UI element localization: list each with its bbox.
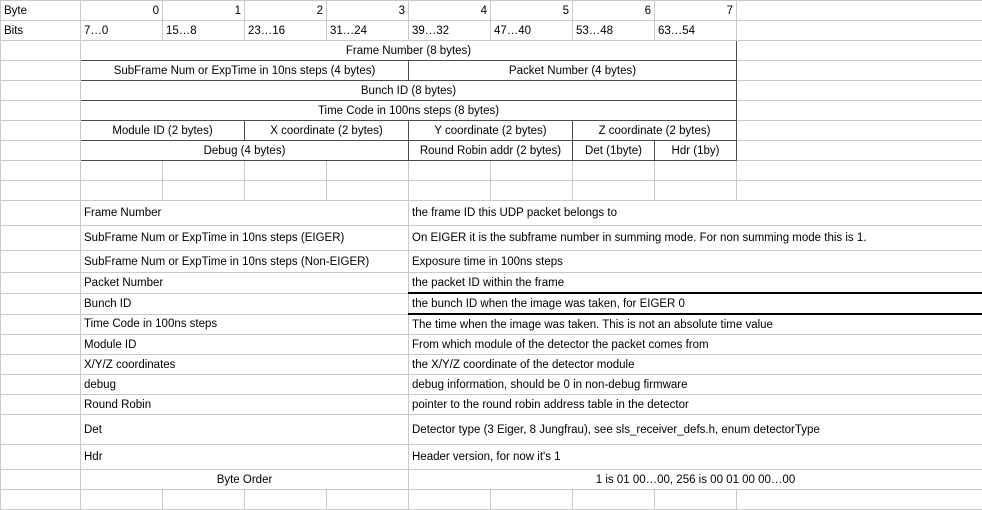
empty-cell [409,161,491,181]
empty-cell [1,355,81,375]
empty-cell [163,490,245,510]
subframe-packet-row [1,61,982,81]
description-row [1,415,982,445]
desc-text-bunch-id: the bunch ID when the image was taken, for EIGER 0 [409,293,982,314]
desc-name-debug: debug [81,375,409,395]
empty-cell [655,161,737,181]
byte-number-6: 6 [573,1,655,21]
empty-cell [1,335,81,355]
desc-text-subframe-non-eiger: Exposure time in 100ns steps [409,251,982,273]
desc-text-subframe-eiger: On EIGER it is the subframe number in summing mode. For non summing mode this is 1. [409,226,982,251]
empty-cell [737,101,982,121]
field-y-coordinate: Y coordinate (2 bytes) [409,121,573,141]
byte-number-3: 3 [327,1,409,21]
empty-cell [1,61,81,81]
byte-number-5: 5 [491,1,573,21]
empty-cell [737,61,982,81]
field-time-code: Time Code in 100ns steps (8 bytes) [81,101,737,121]
bits-header-row [1,21,982,41]
desc-text-time-code: The time when the image was taken. This is not an absolute time value [409,314,982,335]
byte-label: Byte [1,1,81,21]
description-row [1,251,982,273]
field-subframe-exptime: SubFrame Num or ExpTime in 10ns steps (4 bytes) [81,61,409,81]
empty-cell [655,181,737,201]
debug-roundrobin-row [1,141,982,161]
description-row [1,314,982,335]
bunch-id-row [1,81,982,101]
desc-name-round-robin: Round Robin [81,395,409,415]
field-round-robin: Round Robin addr (2 bytes) [409,141,573,161]
field-x-coordinate: X coordinate (2 bytes) [245,121,409,141]
desc-name-packet-number: Packet Number [81,273,409,294]
byte-number-0: 0 [81,1,163,21]
field-bunch-id: Bunch ID (8 bytes) [81,81,737,101]
empty-cell [81,181,163,201]
bit-range-7: 63…54 [655,21,737,41]
empty-cell [1,101,81,121]
description-row [1,226,982,251]
field-packet-number: Packet Number (4 bytes) [409,61,737,81]
empty-cell [1,375,81,395]
bit-range-5: 47…40 [491,21,573,41]
desc-text-packet-number: the packet ID within the frame [409,273,982,294]
bit-range-6: 53…48 [573,21,655,41]
field-frame-number: Frame Number (8 bytes) [81,41,737,61]
empty-cell [737,1,982,21]
empty-cell [737,41,982,61]
desc-name-frame-number: Frame Number [81,201,409,226]
desc-text-det: Detector type (3 Eiger, 8 Jungfrau), see sls_receiver_defs.h, enum detectorType [409,415,982,445]
empty-cell [327,181,409,201]
desc-name-bunch-id: Bunch ID [81,293,409,314]
empty-cell [491,161,573,181]
description-row [1,355,982,375]
empty-cell [1,490,81,510]
description-row [1,273,982,294]
field-module-id: Module ID (2 bytes) [81,121,245,141]
empty-cell [81,161,163,181]
desc-text-module-id: From which module of the detector the packet comes from [409,335,982,355]
desc-name-subframe-eiger: SubFrame Num or ExpTime in 10ns steps (EIGER) [81,226,409,251]
empty-cell [737,81,982,101]
desc-name-xyz-coordinates: X/Y/Z coordinates [81,355,409,375]
empty-cell [491,490,573,510]
byte-number-2: 2 [245,1,327,21]
description-row [1,201,982,226]
empty-cell [1,415,81,445]
empty-cell [1,226,81,251]
byte-order-row [1,470,982,490]
description-row [1,395,982,415]
byte-number-7: 7 [655,1,737,21]
empty-cell [245,181,327,201]
description-row [1,375,982,395]
byte-number-1: 1 [163,1,245,21]
byte-header-row [1,1,982,21]
empty-cell [1,251,81,273]
empty-cell [737,181,982,201]
empty-cell [1,470,81,490]
empty-cell [1,181,81,201]
desc-name-module-id: Module ID [81,335,409,355]
empty-cell [655,490,737,510]
empty-cell [163,161,245,181]
desc-name-time-code: Time Code in 100ns steps [81,314,409,335]
frame-number-row [1,41,982,61]
desc-text-hdr: Header version, for now it's 1 [409,445,982,470]
bit-range-2: 23…16 [245,21,327,41]
module-coordinates-row [1,121,982,141]
empty-cell [737,21,982,41]
bit-range-3: 31…24 [327,21,409,41]
desc-name-subframe-non-eiger: SubFrame Num or ExpTime in 10ns steps (Non-EIGER) [81,251,409,273]
byte-order-value: 1 is 01 00…00, 256 is 00 01 00 00…00 [409,470,982,490]
empty-cell [163,181,245,201]
time-code-row [1,101,982,121]
description-row [1,335,982,355]
empty-cell [573,490,655,510]
empty-cell [1,395,81,415]
empty-cell [245,490,327,510]
empty-cell [1,314,81,335]
byte-number-4: 4 [409,1,491,21]
empty-cell [1,273,81,294]
byte-order-label: Byte Order [81,470,409,490]
desc-text-frame-number: the frame ID this UDP packet belongs to [409,201,982,226]
spacer-row [1,161,982,181]
desc-text-round-robin: pointer to the round robin address table in the detector [409,395,982,415]
desc-text-debug: debug information, should be 0 in non-debug firmware [409,375,982,395]
empty-cell [1,121,81,141]
desc-text-xyz-coordinates: the X/Y/Z coordinate of the detector module [409,355,982,375]
description-row-bunch-id [1,293,982,314]
empty-cell [409,181,491,201]
empty-cell [1,81,81,101]
empty-cell [737,161,982,181]
empty-cell [491,181,573,201]
empty-cell [573,181,655,201]
empty-cell [1,445,81,470]
desc-name-det: Det [81,415,409,445]
empty-cell [1,141,81,161]
spacer-row [1,181,982,201]
field-z-coordinate: Z coordinate (2 bytes) [573,121,737,141]
empty-cell [409,490,491,510]
empty-cell [573,161,655,181]
bit-range-0: 7…0 [81,21,163,41]
desc-name-hdr: Hdr [81,445,409,470]
description-row [1,445,982,470]
empty-cell [737,490,982,510]
empty-cell [1,201,81,226]
empty-cell [245,161,327,181]
bit-range-4: 39…32 [409,21,491,41]
bits-label: Bits [1,21,81,41]
empty-cell [1,293,81,314]
empty-cell [327,490,409,510]
field-hdr: Hdr (1by) [655,141,737,161]
empty-cell [1,41,81,61]
empty-cell [737,141,982,161]
spacer-row [1,490,982,510]
bit-range-1: 15…8 [163,21,245,41]
field-det: Det (1byte) [573,141,655,161]
empty-cell [737,121,982,141]
field-debug: Debug (4 bytes) [81,141,409,161]
empty-cell [327,161,409,181]
empty-cell [81,490,163,510]
empty-cell [1,161,81,181]
